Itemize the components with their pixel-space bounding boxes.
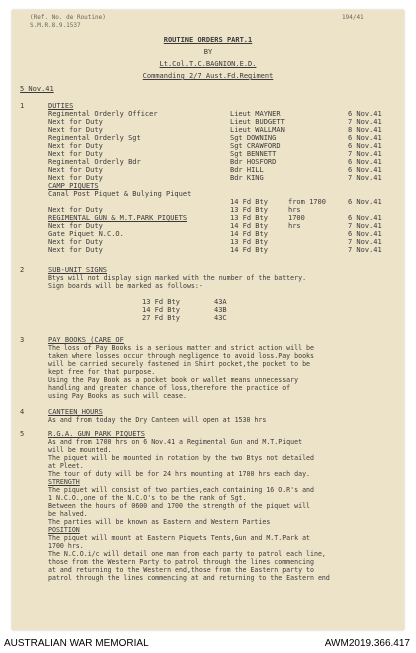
piquet-battery: 13 Fd Bty: [230, 206, 268, 214]
duty-date: 6 Nov.41: [348, 158, 382, 166]
piquet-time: 1700: [288, 214, 305, 222]
duty-role: Next for Duty: [48, 174, 103, 182]
section-3-line: The loss of Pay Books is a serious matter and strict action will be: [48, 344, 314, 352]
piquet-battery: 14 Fd Bty: [230, 198, 268, 206]
duty-name: Sgt CRAWFORD: [230, 142, 281, 150]
duty-role: Next for Duty: [48, 150, 103, 158]
section-5-line: The piquet will be mounted in rotation by the two Btys not detailed: [48, 454, 314, 462]
section-3-title: PAY BOOKS (CARE OF: [48, 336, 124, 344]
piquet-duty: REGIMENTAL GUN & M.T.PARK PIQUETS: [48, 214, 188, 222]
section-5-line: The N.C.O.i/c will detail one man from each party to patrol each line,: [48, 550, 326, 558]
duty-date: 7 Nov.41: [348, 174, 382, 182]
piquet-battery: 13 Fd Bty: [230, 214, 268, 222]
duty-name: Bdr HILL: [230, 166, 264, 174]
piquet-time: hrs: [288, 222, 301, 230]
duty-date: 6 Nov.41: [348, 134, 382, 142]
piquet-battery: 13 Fd Bty: [230, 238, 268, 246]
section-5-number: 5: [20, 430, 25, 438]
duty-name: Sgt BENNETT: [230, 150, 277, 158]
section-5-line: those from the Western Party to patrol through the lines commencing: [48, 558, 314, 566]
piquet-duty: Next for Duty: [48, 222, 103, 230]
sign-battery: 14 Fd Bty: [142, 306, 180, 314]
subheading: STRENGTH: [48, 478, 80, 486]
commanding-officer: Lt.Col.T.C.BAGNION.E.D.: [159, 60, 257, 68]
piquet-date: 7 Nov.41: [348, 238, 382, 246]
duty-role: Next for Duty: [48, 118, 103, 126]
duty-name: Bdr KING: [230, 174, 264, 182]
section-3-line: will be carried securely fastened in Shirt pocket,the pocket to be: [48, 360, 311, 368]
routine-orders-page: [12, 10, 404, 630]
sign-code: 43A: [214, 298, 227, 306]
duty-date: 7 Nov.41: [348, 118, 382, 126]
sign-code: 43C: [214, 314, 227, 322]
duty-role: Regimental Orderly Sgt: [48, 134, 141, 142]
section-5-line: 1700 hrs.: [48, 542, 84, 550]
archive-stamp-line2: S.M.R.8.9.1537: [30, 22, 81, 29]
piquet-time: hrs: [288, 206, 301, 214]
section-4-title: CANTEEN HOURS: [48, 408, 103, 416]
section-2-line2: Sign boards will be marked as follows:-: [48, 282, 203, 290]
duty-name: Bdr HOSFORD: [230, 158, 277, 166]
section-5-line: be halved.: [48, 510, 88, 518]
section-3-line: using Pay Books as such will cease.: [48, 392, 187, 400]
footer-accession: AWM2019.366.417: [324, 638, 410, 649]
section-3-line: kept free for that purpose.: [48, 368, 156, 376]
sign-battery: 27 Fd Bty: [142, 314, 180, 322]
sign-code: 43B: [214, 306, 227, 314]
duty-name: Lieut MAYNER: [230, 110, 281, 118]
section-5-line: at and returning to the Western end,those from the Eastern party to: [48, 566, 314, 574]
piquet-battery: 14 Fd Bty: [230, 222, 268, 230]
duty-date: 8 Nov.41: [348, 126, 382, 134]
order-date: 5 Nov.41: [20, 85, 54, 93]
footer-bar: [0, 633, 416, 653]
section-4-number: 4: [20, 408, 25, 416]
duty-role: Next for Duty: [48, 166, 103, 174]
duty-role: Regimental Orderly Officer: [48, 110, 158, 118]
duty-name: Lieut WALLMAN: [230, 126, 285, 134]
section-2-title: SUB-UNIT SIGNS: [48, 266, 108, 274]
section-5-title: R.G.A. GUN PARK PIQUETS: [48, 430, 145, 438]
piquet-duty: Next for Duty: [48, 206, 103, 214]
by-line: BY: [203, 48, 213, 56]
piquet-duty: Gate Piquet N.C.O.: [48, 230, 124, 238]
page-reference: 194/41: [342, 14, 364, 21]
section-1-number: 1: [20, 102, 25, 110]
section-3-line: Using the Pay Book as a pocket book or wallet means unnecessary: [48, 376, 299, 384]
piquet-battery: 14 Fd Bty: [230, 246, 268, 254]
camp-piquets-line: Canal Post Piquet & Bulying Piquet: [48, 190, 192, 198]
piquet-time: from 1700: [288, 198, 326, 206]
section-4-line: As and from today the Dry Canteen will open at 1530 hrs: [48, 416, 267, 424]
section-5-line: The tour of duty will be for 24 hrs mounting at 1700 hrs each day.: [48, 470, 311, 478]
section-5-line: Between the hours of 0600 and 1700 the strength of the piquet will: [48, 502, 311, 510]
piquet-battery: 14 Fd Bty: [230, 230, 268, 238]
piquet-duty: Next for Duty: [48, 246, 103, 254]
duty-date: 6 Nov.41: [348, 142, 382, 150]
piquet-duty: Next for Duty: [48, 238, 103, 246]
subheading: POSITION: [48, 526, 80, 534]
duty-role: Next for Duty: [48, 142, 103, 150]
command-line: Commanding 2/7 Aust.Fd.Regiment: [142, 72, 274, 80]
duty-role: Regimental Orderly Bdr: [48, 158, 141, 166]
duty-date: 7 Nov.41: [348, 150, 382, 158]
duty-name: Lieut BUDGETT: [230, 118, 285, 126]
duty-name: Sgt DOWNING: [230, 134, 277, 142]
section-5-line: will be mounted.: [48, 446, 112, 454]
section-3-number: 3: [20, 336, 25, 344]
duty-date: 6 Nov.41: [348, 110, 382, 118]
section-5-line: As and from 1700 hrs on 6 Nov.41 a Regimental Gun and M.T.Piquet: [48, 438, 303, 446]
section-2-line1: Btys will not display sign marked with the number of the battery.: [48, 274, 307, 282]
section-5-line: The piquet will mount at Eastern Piquets Tents,Gun and M.T.Park at: [48, 534, 311, 542]
duty-date: 6 Nov.41: [348, 166, 382, 174]
section-5-line: The piquet will consist of two parties,each containing 16 O.R's and: [48, 486, 314, 494]
section-3-line: handling and greater chance of loss,therefore the practice of: [48, 384, 291, 392]
sign-battery: 13 Fd Bty: [142, 298, 180, 306]
section-5-line: at Pleet.: [48, 462, 84, 470]
section-5-line: 1 N.C.O.,one of the N.C.O's to be the rank of Sgt.: [48, 494, 247, 502]
camp-piquets-title: CAMP PIQUETS: [48, 182, 99, 190]
piquet-date: 6 Nov.41: [348, 198, 382, 206]
section-5-line: patrol through the lines commencing at and returning to the Eastern end: [48, 574, 330, 582]
section-5-line: The parties will be known as Eastern and Western Parties: [48, 518, 271, 526]
section-3-line: taken where losses occur through negligence to avoid loss.Pay books: [48, 352, 314, 360]
piquet-date: 6 Nov.41: [348, 230, 382, 238]
piquet-date: 7 Nov.41: [348, 246, 382, 254]
duty-role: Next for Duty: [48, 126, 103, 134]
section-2-number: 2: [20, 266, 25, 274]
archive-stamp-line1: (Ref. No. de Routine): [30, 14, 106, 21]
document-title: ROUTINE ORDERS PART.1: [163, 36, 253, 44]
piquet-date: 6 Nov.41: [348, 214, 382, 222]
footer-credit: AUSTRALIAN WAR MEMORIAL: [4, 638, 149, 649]
piquet-date: 7 Nov.41: [348, 222, 382, 230]
section-1-title: DUTIES: [48, 102, 74, 110]
